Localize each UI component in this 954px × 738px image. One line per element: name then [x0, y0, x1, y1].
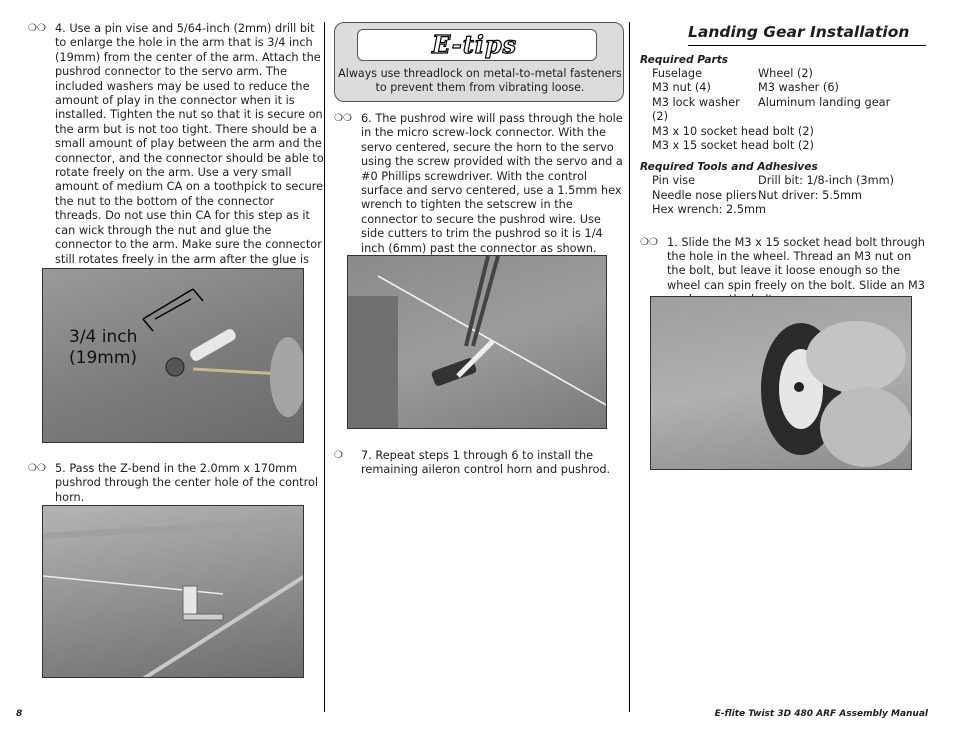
part-item: Wheel (2): [758, 67, 813, 80]
wheel-illustration: [651, 297, 912, 470]
tool-item: Pin vise: [652, 174, 696, 188]
landing-step-1-text: 1. Slide the M3 x 15 socket head bolt through the hole in the wheel. Thread an M3 nut on the bolt, but leave it loose enough so the wheel can spin freely on the bolt. Slide an M3: [667, 235, 925, 292]
measurement-mm: (19mm): [69, 348, 138, 368]
part-item: M3 x 10 socket head bolt (2): [652, 124, 814, 138]
column-divider-right: [629, 22, 630, 712]
required-parts-list: [640, 67, 926, 153]
checkbox-pair-icon[interactable]: ❍❍: [334, 113, 352, 124]
checkbox-pair-icon[interactable]: ❍❍: [28, 463, 46, 474]
step-7-text: 7. Repeat steps 1 through 6 to install the remaining aileron control horn and pushrod.: [361, 449, 611, 477]
manual-title: E-flite Twist 3D 480 ARF Assembly Manual: [714, 709, 928, 719]
required-tools-label: Required Tools and Adhesives: [640, 161, 818, 174]
tool-item: Hex wrench: 2.5mm: [652, 203, 767, 217]
required-tools-list: [640, 174, 926, 217]
servo-pushrod-photo: [347, 255, 607, 429]
step-4: [28, 22, 324, 281]
control-horn-illustration: [43, 506, 304, 678]
measurement-inch: 3/4 inch: [69, 327, 138, 347]
measurement-label: [69, 327, 137, 369]
servo-connector-photo: [42, 268, 304, 443]
page-number: 8: [16, 709, 23, 719]
tool-item: Nut driver: 5.5mm: [758, 188, 863, 202]
step-5: [28, 462, 324, 505]
tool-item: Needle nose pliers: [652, 188, 757, 202]
checkbox-pair-icon[interactable]: ❍❍: [28, 23, 46, 34]
part-item: Aluminum landing gear: [758, 95, 891, 109]
wheel-photo: [650, 296, 912, 470]
etips-logo-box: [357, 29, 597, 61]
left-column: [28, 22, 324, 281]
step-7-block: [334, 449, 624, 478]
control-horn-photo: [42, 505, 304, 678]
etips-logo: E-tips: [432, 30, 518, 59]
column-divider-left: [324, 22, 325, 712]
servo-pushrod-illustration: [348, 256, 607, 429]
tool-item: Drill bit: 1/8-inch (3mm): [758, 174, 895, 188]
step-7: [334, 449, 624, 478]
required-parts-label: Required Parts: [640, 54, 729, 66]
right-column: [640, 22, 926, 308]
step-6-text: 6. The pushrod wire will pass through the hole in the micro screw-lock connector. With the servo centered, secure the horn to the servo using the screw provided with the servo and a #0 Phillips screwdriver. With the control surface and servo centered, use a 1.5mm hex wrench to tighten the setscrew in the connector to secure the pushrod wire. Use side cutters to trim the pushrod so it is 1/4 inch (6mm) past the connector as shown.: [361, 112, 623, 255]
heading-rule: [688, 45, 926, 46]
checkbox-pair-icon[interactable]: ❍❍: [640, 236, 658, 248]
step-5-block: [28, 462, 324, 505]
part-item: Fuselage: [652, 67, 703, 80]
part-item: M3 x 15 socket head bolt (2): [652, 139, 814, 153]
step-5-text: 5. Pass the Z-bend in the 2.0mm x 170mm pushrod through the center hole of the control horn.: [55, 462, 319, 504]
part-item: M3 washer (6): [758, 81, 839, 95]
section-heading: Landing Gear Installation: [688, 23, 910, 41]
step-4-text: 4. Use a pin vise and 5/64-inch (2mm) drill bit to enlarge the hole in the arm that is 3/4 inch (19mm) from the center of the arm. Attach the pushrod connector to the servo arm. The included washers may be used to reduce the amount of play in the connector when it is installed. Tighten the nut so that it is secure on the arm but is not too tight. There should be a small amount of play between the arm and the connector, and the connector should be able to rotate freely on the arm. Use a very small amount of medium CA on a toothpick to secure the nut to the bottom of the connector threads. Do not use thin CA for this step as it can wick through the nut and glue the connector to the arm. Make sure the connector still rotates freely in the arm after the glue is: [55, 22, 324, 266]
checkbox-icon[interactable]: ❍: [334, 450, 343, 461]
etips-text: Always use threadlock on metal-to-metal fasteners to prevent them from vibrating loose.: [338, 67, 622, 94]
part-item: M3 nut (4): [652, 81, 711, 95]
step-6-block: [334, 112, 624, 256]
part-item: M3 lock washer (2): [652, 95, 740, 124]
step-6: [334, 112, 624, 256]
etips-callout: [334, 22, 624, 102]
